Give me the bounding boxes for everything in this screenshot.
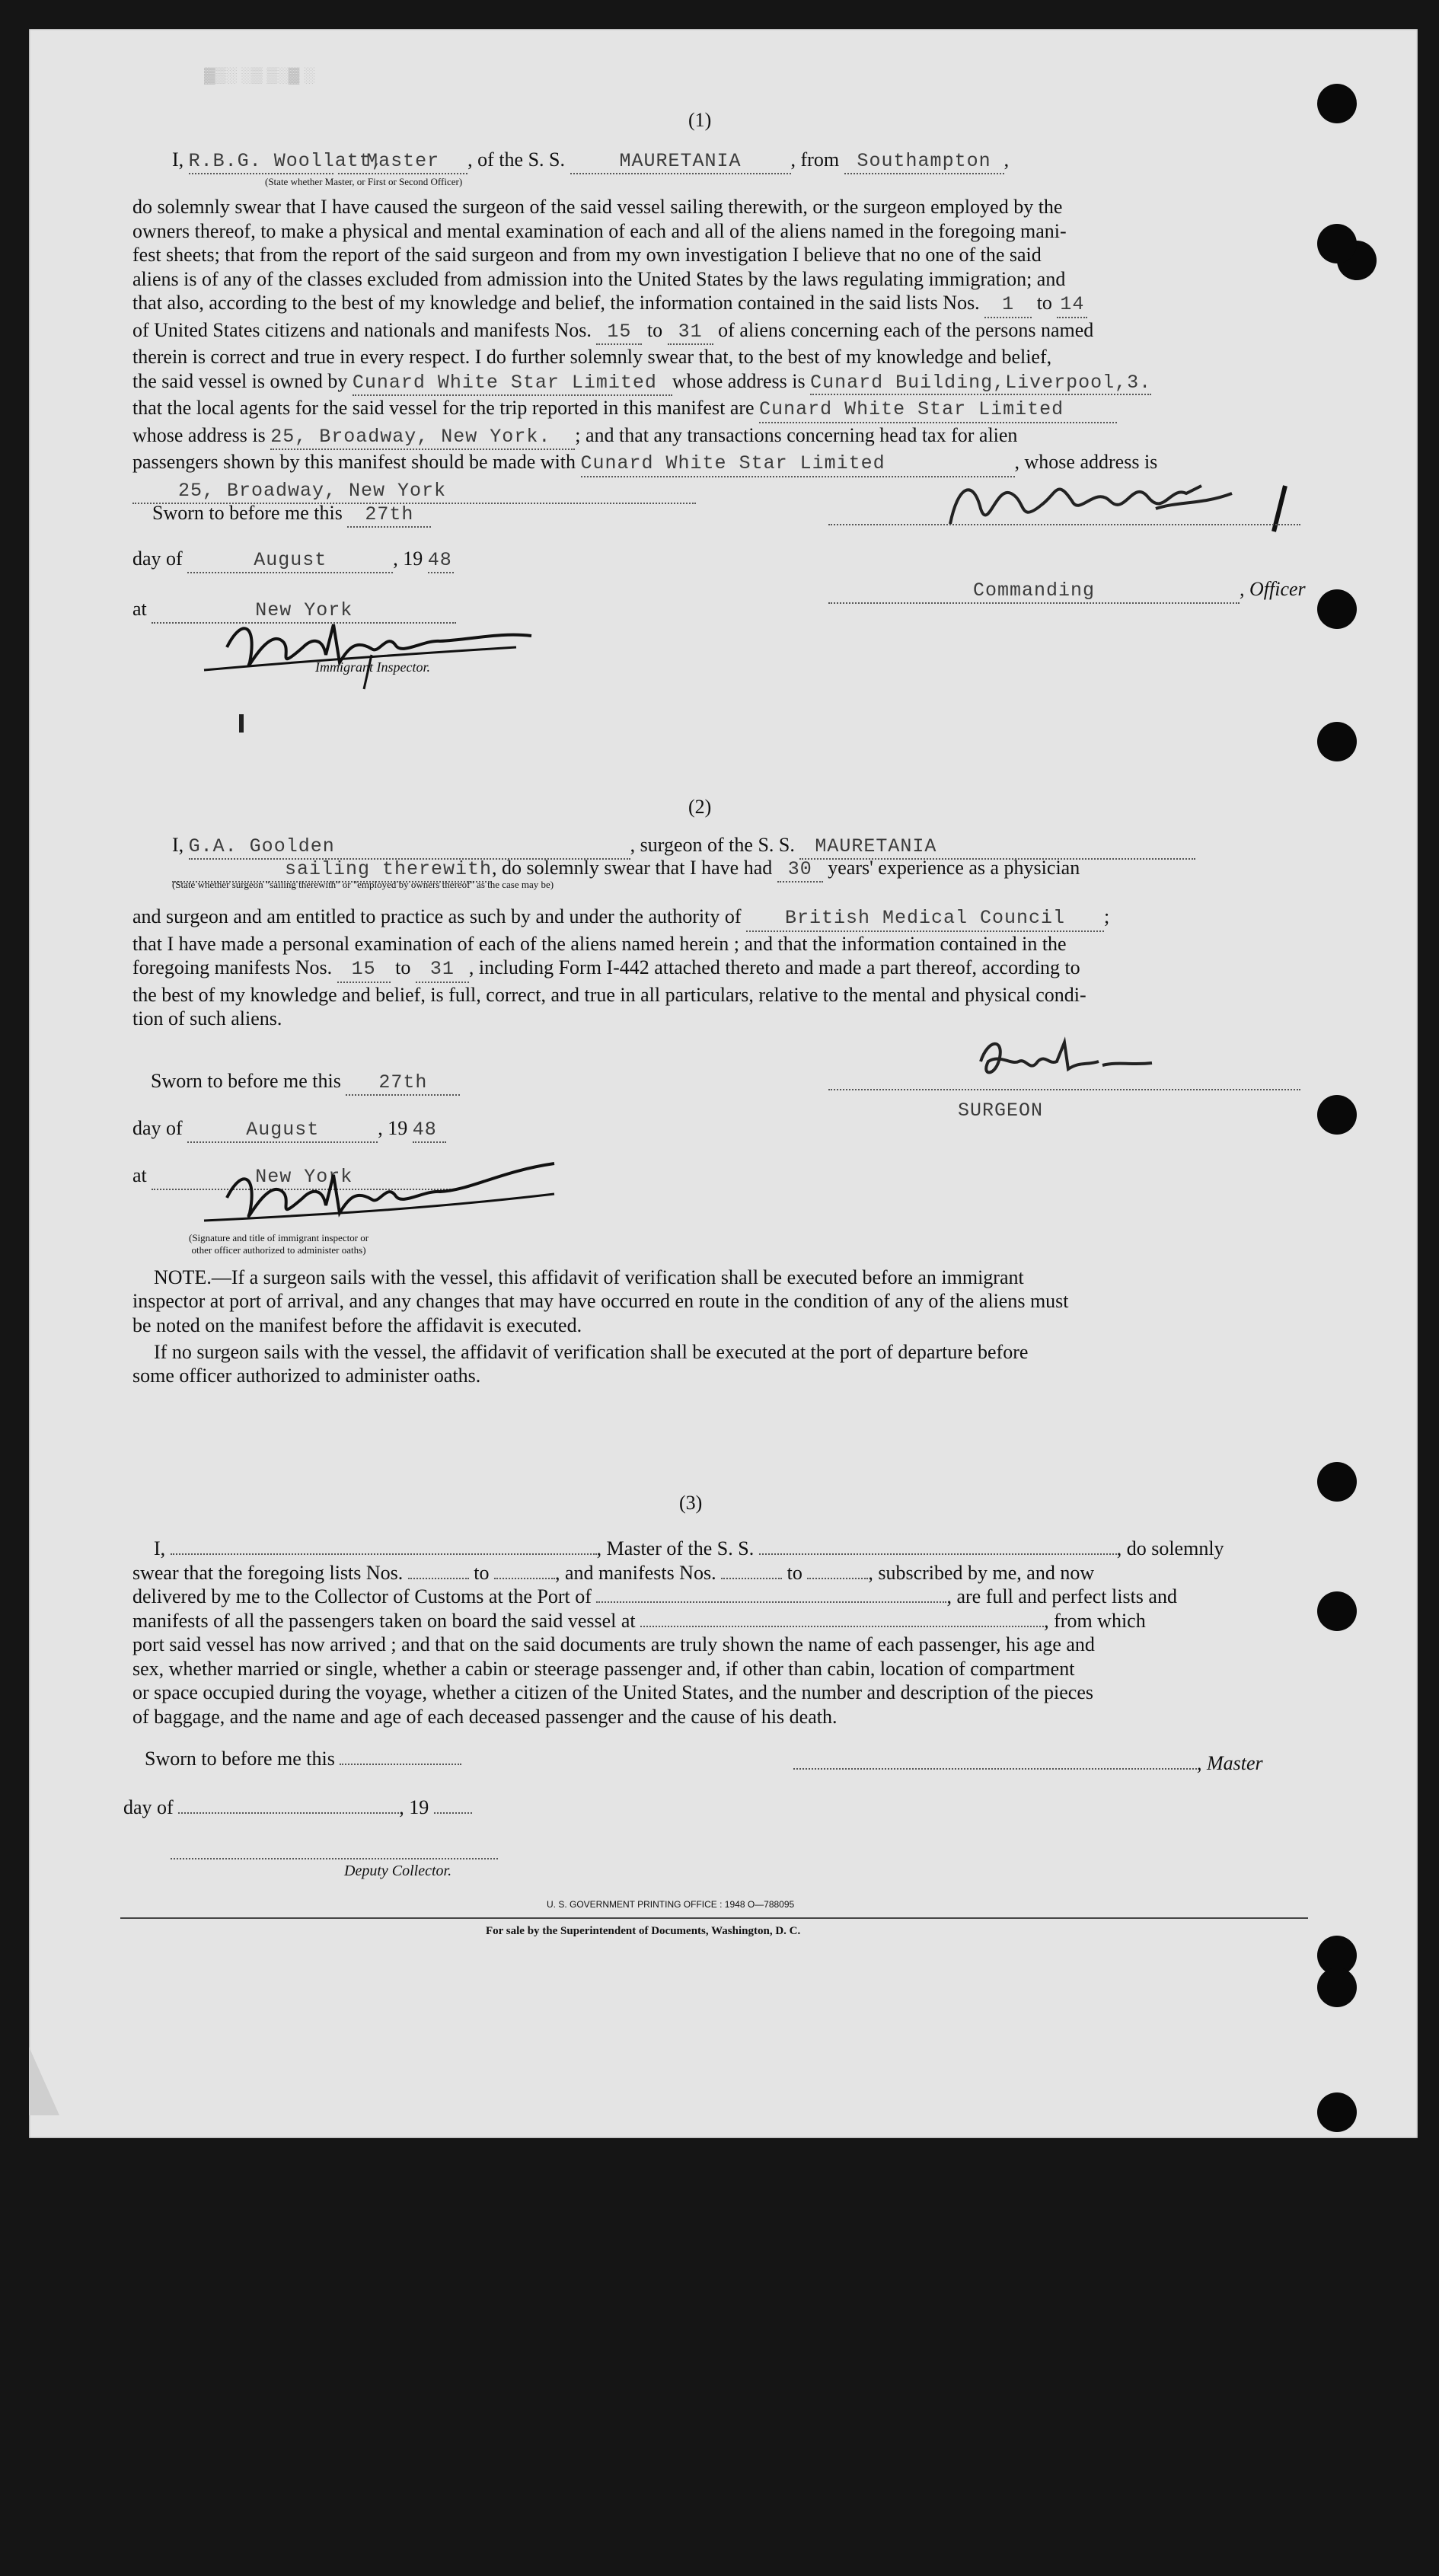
para-line — [132, 1561, 1305, 1585]
section-3-number: (3) — [679, 1492, 703, 1514]
surgeon-manifests-from: 15 — [337, 957, 391, 983]
para-line: aliens is of any of the classes excluded from admission into the United States by the laws regulating immigration; and — [132, 267, 1066, 290]
label-of-ss: , of the S. S. — [467, 148, 566, 171]
comma: , — [1003, 148, 1010, 171]
para-line — [132, 956, 1305, 983]
inspector-signature-2 — [196, 1156, 577, 1240]
surgeon-manifests-to: 31 — [416, 957, 469, 983]
para-line: fest sheets; that from the report of the said surgeon and from my own investigation I believe that no one of the said — [132, 244, 1042, 266]
lists-from: 1 — [984, 292, 1032, 318]
label-from: , from — [790, 148, 840, 171]
vessel-owner: Cunard White Star Limited — [353, 371, 672, 397]
label-to: to — [787, 1561, 802, 1584]
inspector-signature-1 — [196, 602, 547, 693]
folded-corner — [29, 2047, 59, 2115]
blank-port — [596, 1601, 946, 1603]
para-line — [132, 369, 1305, 397]
section-3-paragraph — [132, 1537, 1305, 1729]
sworn-place: New York — [152, 1165, 456, 1190]
section-1-number: (1) — [688, 109, 712, 131]
para-line-text: , and manifests Nos. — [555, 1561, 716, 1584]
para-line-text: , whose address is — [1014, 451, 1158, 473]
authority: British Medical Council — [746, 906, 1104, 932]
blank-year — [434, 1812, 472, 1814]
for-sale-line: For sale by the Superintendent of Documents, Washington, D. C. — [486, 1925, 801, 1937]
para-line-text: delivered by me to the Collector of Customs at the Port of — [132, 1585, 592, 1607]
bleed-through-marks: ▓▒░ ░▒ ▒░▓ ░ — [204, 67, 315, 84]
day-of-line-3 — [123, 1796, 472, 1819]
headtax-agent: Cunard White Star Limited — [581, 452, 1015, 477]
sworn-label: Sworn to before me this — [151, 1070, 341, 1092]
punch-hole-8 — [1317, 1591, 1357, 1631]
blank-month — [178, 1812, 399, 1814]
para-line: sex, whether married or single, whether a cabin or steerage passenger and, if other than cabin, location of compartment — [132, 1657, 1075, 1680]
para-line-text: that also, according to the best of my knowledge and belief, the information contained in the said lists Nos. — [132, 292, 980, 314]
note-line: inspector at port of arrival, and any changes that may have occurred en route in the condition of any of the aliens must — [132, 1290, 1069, 1312]
para-line: of baggage, and the name and age of each deceased passenger and the cause of his death. — [132, 1705, 838, 1728]
para-line — [132, 1537, 1305, 1561]
sworn-label: Sworn to before me this — [145, 1748, 335, 1770]
para-line-text: , subscribed by me, and now — [868, 1561, 1095, 1584]
signature-scribble — [927, 463, 1323, 547]
surgeon-status: sailing therewith — [172, 857, 492, 883]
blank-lists-to — [494, 1578, 555, 1579]
officer-label: , Officer — [1240, 578, 1306, 600]
sworn-day: 27th — [346, 1071, 460, 1096]
para-line — [132, 1609, 1305, 1633]
label-to: to — [1036, 292, 1052, 314]
at-label: at — [132, 598, 147, 620]
note-2-paragraph-cont — [132, 1364, 1305, 1388]
master-signature — [927, 463, 1323, 547]
note-line: If no surgeon sails with the vessel, the affidavit of verification shall be executed at the port of departure before — [154, 1341, 1029, 1363]
master-caption: (State whether Master, or First or Second Officer) — [265, 176, 463, 187]
day-of-label: day of — [132, 1117, 183, 1139]
para-line-text: that the local agents for the said vessel for the trip reported in this manifest are — [132, 397, 755, 419]
at-label: at — [132, 1164, 147, 1186]
lists-to: 14 — [1057, 292, 1087, 318]
section-1-paragraph — [132, 195, 1305, 504]
years-experience: 30 — [777, 857, 823, 883]
agents-address: 25, Broadway, New York. — [270, 425, 575, 451]
para-line: therein is correct and true in every respect. I do further solemnly swear that, to the best of my knowledge and belief, — [132, 346, 1052, 368]
section-2-paragraph — [132, 905, 1305, 1031]
blank-master-name — [171, 1553, 597, 1555]
sworn-year: 48 — [413, 1118, 446, 1143]
note-line — [154, 1266, 1305, 1290]
sworn-line-1 — [152, 501, 431, 528]
master-signature-line — [828, 522, 1300, 525]
para-line: tion of such aliens. — [132, 1007, 282, 1029]
para-line-text: , are full and perfect lists and — [946, 1585, 1177, 1607]
para-line — [132, 318, 1305, 346]
deputy-collector-label: Deputy Collector. — [344, 1863, 452, 1879]
punch-hole-5 — [1317, 722, 1357, 761]
para-line-text: , from which — [1044, 1609, 1146, 1632]
sig-caption-line-1: (Signature and title of immigrant inspector or — [189, 1232, 369, 1243]
para-line — [132, 905, 1305, 932]
sig-caption-line-2: other officer authorized to administer oaths) — [191, 1244, 366, 1256]
note-label: NOTE. — [154, 1266, 212, 1288]
owner-address: Cunard Building,Liverpool,3. — [810, 371, 1152, 394]
punch-hole-1 — [1317, 84, 1357, 123]
day-of-line-2 — [132, 1116, 446, 1143]
ship-name: MAURETANIA — [570, 149, 791, 174]
manifests-to: 31 — [668, 320, 713, 346]
sworn-label: Sworn to before me this — [152, 502, 343, 524]
master-line-3 — [793, 1751, 1263, 1775]
footer-rule — [120, 1917, 1308, 1919]
surgeon-ship-name: MAURETANIA — [799, 835, 1195, 860]
note-line: some officer authorized to administer oaths. — [132, 1365, 481, 1387]
manifests-from: 15 — [596, 320, 642, 346]
label-to: to — [646, 318, 663, 341]
semicolon: ; — [1104, 905, 1110, 927]
label-to: to — [474, 1561, 490, 1584]
signature-scribble — [196, 1156, 577, 1240]
note-paragraph-cont — [132, 1289, 1305, 1337]
punch-hole-6 — [1317, 1095, 1357, 1135]
para-line-text: of aliens concerning each of the persons named — [718, 318, 1094, 341]
sworn-month: August — [187, 1118, 378, 1143]
para-line-text: , including Form I-442 attached thereto and made a part thereof, according to — [468, 956, 1080, 978]
sworn-line-3 — [145, 1747, 461, 1770]
sworn-place: New York — [152, 599, 456, 624]
para-line: owners thereof, to make a physical and mental examination of each and all of the aliens named in the foregoing mani- — [132, 219, 1067, 242]
local-agents: Cunard White Star Limited — [759, 397, 1117, 423]
commanding-title: Commanding — [828, 579, 1240, 604]
surgeon-signature-line — [828, 1087, 1300, 1090]
master-name: R.B.G. Woollatt, — [189, 149, 333, 174]
section-1-line-1 — [172, 148, 1009, 174]
para-line: port said vessel has now arrived ; and that on the said documents are truly shown the name of each passenger, his age and — [132, 1633, 1095, 1655]
day-of-line-1 — [132, 547, 454, 573]
year-prefix: , 19 — [378, 1117, 408, 1139]
note-paragraph — [154, 1266, 1305, 1290]
punch-hole-10 — [1317, 1968, 1357, 2007]
year-prefix: , 19 — [393, 547, 423, 570]
deputy-signature-line — [171, 1856, 498, 1859]
master-label: , Master — [1197, 1752, 1263, 1774]
para-line-text: manifests of all the passengers taken on board the said vessel at — [132, 1609, 636, 1632]
para-line-text: whose address is — [132, 423, 266, 446]
label-i: I, — [172, 834, 184, 856]
inspector-caption: Immigrant Inspector. — [315, 659, 430, 675]
para-line: do solemnly swear that I have caused the surgeon of the said vessel sailing therewith, or the surgeon employed by the — [132, 196, 1063, 218]
para-line-text: and surgeon and am entitled to practice as such by and under the authority of — [132, 905, 742, 927]
note-text: —If a surgeon sails with the vessel, this affidavit of verification shall be executed before an immigrant — [211, 1266, 1024, 1288]
master-title: Master — [338, 149, 467, 174]
blank-embark-port — [640, 1626, 1044, 1627]
label-to: to — [395, 956, 411, 978]
para-line — [132, 423, 1305, 451]
punch-hole-4 — [1317, 589, 1357, 629]
para-line-text: passengers shown by this manifest should be made with — [132, 451, 576, 473]
sworn-year: 48 — [428, 548, 454, 573]
para-line-text: of United States citizens and nationals and manifests Nos. — [132, 318, 592, 341]
para-line: that I have made a personal examination of each of the aliens named herein ; and that the information contained in the — [132, 932, 1067, 955]
signature-scribble — [965, 1031, 1163, 1092]
sworn-day: 27th — [347, 503, 431, 528]
surgeon-caption: (State whether surgeon "sailing therewith" or "employed by owners thereof" as the case may be) — [172, 879, 554, 890]
para-line: or space occupied during the voyage, whether a citizen of the United States, and the number and description of the pieces — [132, 1681, 1094, 1703]
section-2-number: (2) — [688, 796, 712, 818]
speck-marks — [239, 714, 244, 733]
surgeon-title: SURGEON — [958, 1100, 1044, 1122]
surgeon-name: G.A. Goolden — [189, 835, 630, 860]
sworn-line-2 — [151, 1069, 460, 1096]
label-i: I, — [154, 1537, 166, 1559]
para-line-text: ; and that any transactions concerning head tax for alien — [575, 423, 1018, 446]
blank-lists-from — [408, 1578, 469, 1579]
day-of-label: day of — [123, 1796, 174, 1818]
day-of-label: day of — [132, 547, 183, 570]
note-line: be noted on the manifest before the affidavit is executed. — [132, 1314, 582, 1336]
punch-hole-11 — [1317, 2092, 1357, 2132]
commanding-officer — [828, 577, 1306, 604]
year-prefix: , 19 — [399, 1796, 429, 1818]
surgeon-signature — [965, 1031, 1163, 1092]
label-surgeon-of-ss: , surgeon of the S. S. — [630, 834, 795, 856]
punch-hole-7 — [1317, 1462, 1357, 1502]
para-line-text: foregoing manifests Nos. — [132, 956, 333, 978]
para-line-text: whose address is — [672, 369, 806, 392]
printing-office-line: U. S. GOVERNMENT PRINTING OFFICE : 1948 O—788095 — [547, 1899, 795, 1910]
manifest-affidavit-page — [29, 29, 1418, 2138]
label-i: I, — [172, 148, 184, 171]
sig-caption — [189, 1232, 369, 1256]
departure-port: Southampton — [844, 149, 1004, 174]
blank-manifests-to — [807, 1578, 868, 1579]
para-line — [132, 291, 1305, 318]
blank-manifests-from — [721, 1578, 782, 1579]
para-line: the best of my knowledge and belief, is full, correct, and true in all particulars, relative to the mental and physical condi- — [132, 983, 1086, 1006]
punch-hole-3 — [1317, 224, 1357, 263]
signature-scribble — [196, 602, 547, 693]
para-line-text: years' experience as a physician — [828, 857, 1080, 879]
note-2-paragraph — [154, 1340, 1305, 1365]
para-line-text: swear that the foregoing lists Nos. — [132, 1561, 404, 1584]
para-line-text: , do solemnly swear that I have had — [492, 857, 773, 879]
sworn-month: August — [187, 548, 393, 573]
para-line-text: , Master of the S. S. — [596, 1537, 755, 1559]
blank-ship-name — [759, 1553, 1117, 1555]
para-line-text: , do solemnly — [1116, 1537, 1224, 1559]
blank-master-signature — [793, 1768, 1197, 1770]
para-line-text: the said vessel is owned by — [132, 369, 348, 392]
para-line — [132, 1585, 1305, 1609]
blank-sworn-day — [340, 1764, 461, 1765]
headtax-address: 25, Broadway, New York — [132, 479, 696, 505]
para-line — [132, 396, 1305, 423]
